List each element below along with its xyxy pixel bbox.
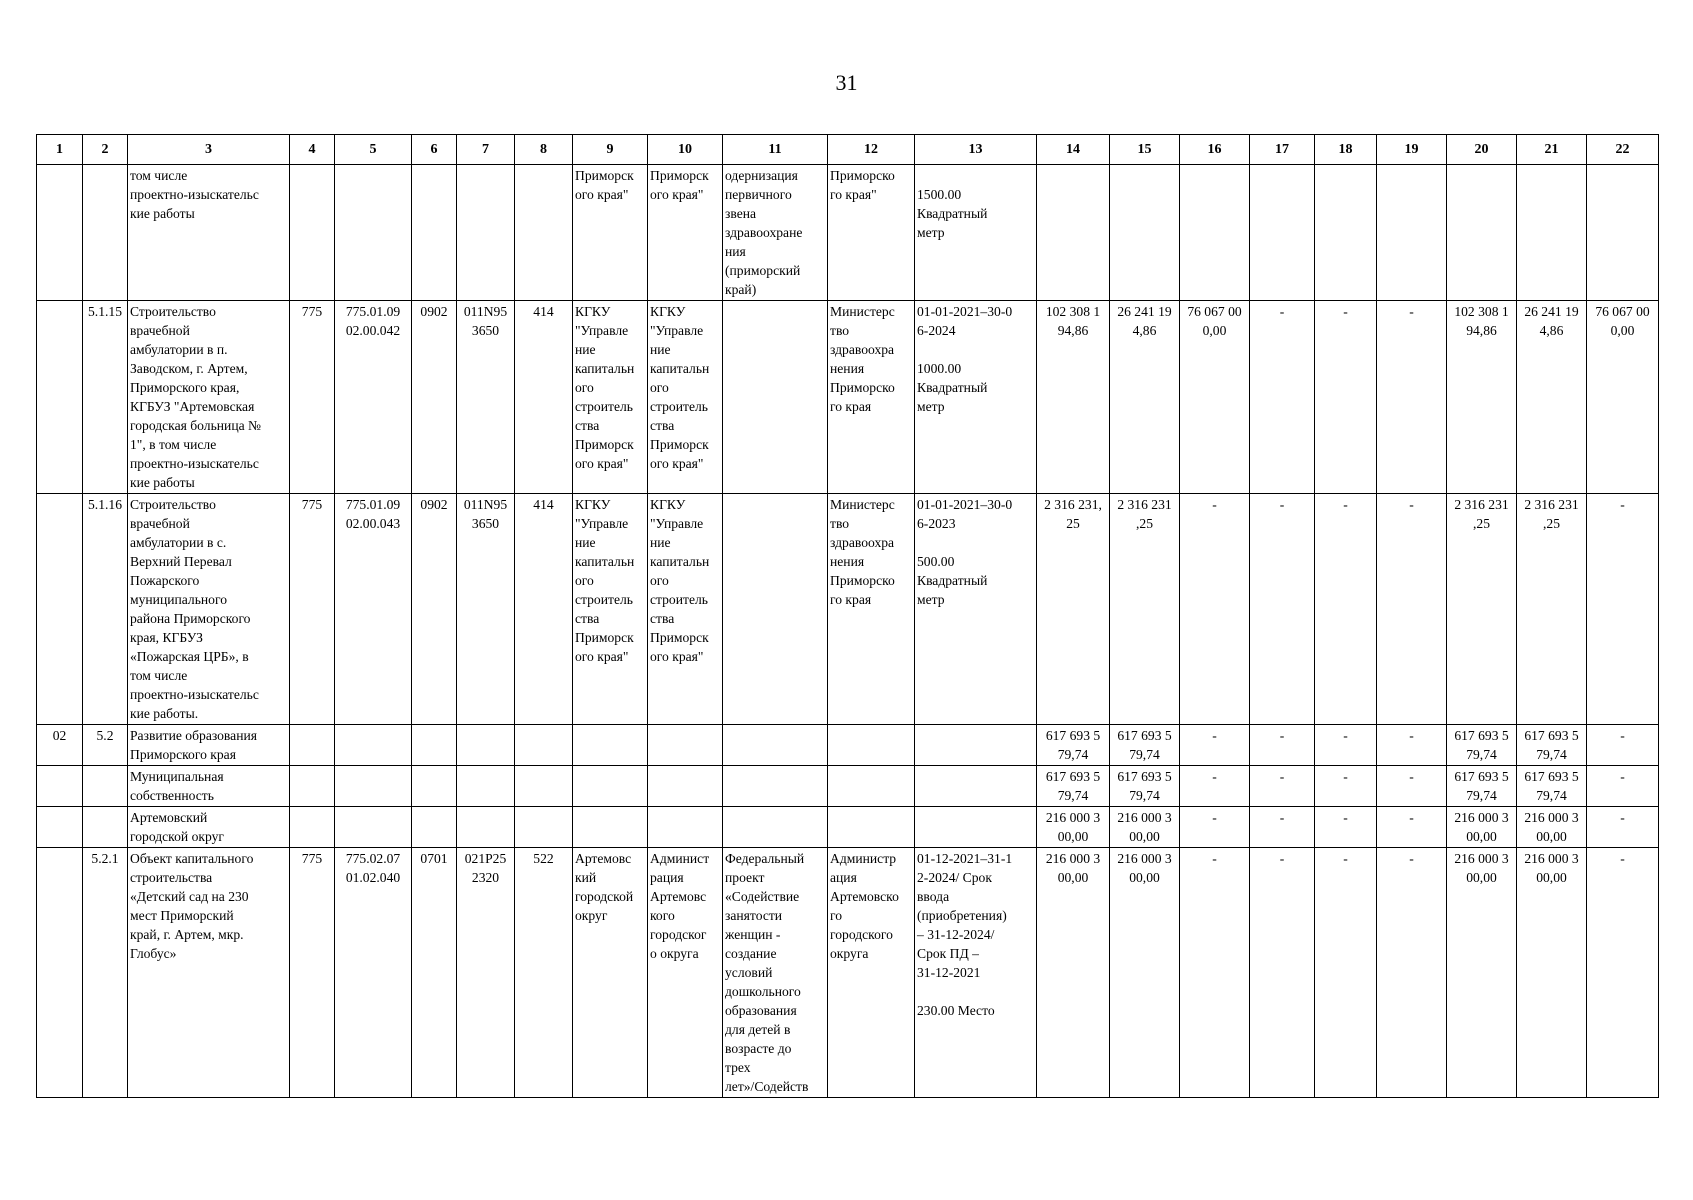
header-cell: 7 — [457, 135, 515, 165]
cell-col-13 — [915, 725, 1037, 766]
cell-col-5: 775.01.09 02.00.042 — [335, 301, 412, 494]
cell-col-14: 102 308 1 94,86 — [1037, 301, 1110, 494]
cell-col-4 — [290, 165, 335, 301]
cell-col-11: Федеральный проект «Содействие занятости женщин - создание условий дошкольного образования для детей в возрасте до трех лет»/Содейств — [723, 848, 828, 1098]
header-cell: 13 — [915, 135, 1037, 165]
cell-col-2: 5.1.16 — [83, 494, 128, 725]
table-row — [37, 848, 1659, 1098]
cell-col-22: - — [1587, 766, 1659, 807]
cell-col-10: Приморск ого края" — [648, 165, 723, 301]
cell-col-7 — [457, 807, 515, 848]
cell-col-11 — [723, 301, 828, 494]
cell-col-11 — [723, 494, 828, 725]
cell-col-7: 021P25 2320 — [457, 848, 515, 1098]
cell-col-17: - — [1250, 725, 1315, 766]
cell-col-1 — [37, 301, 83, 494]
cell-col-12 — [828, 725, 915, 766]
header-cell: 8 — [515, 135, 573, 165]
cell-col-21: 216 000 3 00,00 — [1517, 848, 1587, 1098]
header-cell: 20 — [1447, 135, 1517, 165]
cell-col-7: 011N95 3650 — [457, 301, 515, 494]
cell-col-15: 26 241 19 4,86 — [1110, 301, 1180, 494]
cell-col-12 — [828, 766, 915, 807]
cell-col-20 — [1447, 165, 1517, 301]
cell-col-20: 2 316 231 ,25 — [1447, 494, 1517, 725]
cell-col-2: 5.2 — [83, 725, 128, 766]
page-number: 31 — [835, 70, 858, 95]
cell-col-5 — [335, 725, 412, 766]
cell-col-8: 522 — [515, 848, 573, 1098]
cell-col-6: 0701 — [412, 848, 457, 1098]
cell-col-6 — [412, 725, 457, 766]
cell-col-22: - — [1587, 848, 1659, 1098]
cell-col-18: - — [1315, 766, 1377, 807]
cell-col-21: 617 693 5 79,74 — [1517, 725, 1587, 766]
cell-col-22: - — [1587, 494, 1659, 725]
cell-col-9 — [573, 725, 648, 766]
cell-col-13: 01-12-2021–31-1 2-2024/ Срок ввода (приобретения) – 31-12-2024/ Срок ПД – 31-12-2021 230.00 Место — [915, 848, 1037, 1098]
cell-col-14: 617 693 5 79,74 — [1037, 725, 1110, 766]
cell-col-9: Приморск ого края" — [573, 165, 648, 301]
budget-table — [36, 134, 1659, 1098]
cell-col-9: КГКУ "Управле ние капитальн ого строитель ства Приморск ого края" — [573, 494, 648, 725]
cell-col-20: 617 693 5 79,74 — [1447, 766, 1517, 807]
cell-col-16 — [1180, 165, 1250, 301]
cell-col-8: 414 — [515, 301, 573, 494]
cell-col-17 — [1250, 165, 1315, 301]
cell-col-19: - — [1377, 766, 1447, 807]
cell-col-11 — [723, 766, 828, 807]
cell-col-20: 102 308 1 94,86 — [1447, 301, 1517, 494]
table-row — [37, 165, 1659, 301]
header-cell: 11 — [723, 135, 828, 165]
cell-col-9: Артемовс кий городской округ — [573, 848, 648, 1098]
table-row — [37, 494, 1659, 725]
cell-col-22: 76 067 00 0,00 — [1587, 301, 1659, 494]
cell-col-10: КГКУ "Управле ние капитальн ого строитель ства Приморск ого края" — [648, 301, 723, 494]
cell-col-18: - — [1315, 301, 1377, 494]
cell-col-16: - — [1180, 807, 1250, 848]
cell-col-19: - — [1377, 725, 1447, 766]
cell-col-16: 76 067 00 0,00 — [1180, 301, 1250, 494]
cell-col-15: 216 000 3 00,00 — [1110, 848, 1180, 1098]
cell-col-13: 01-01-2021–30-0 6-2023 500.00 Квадратный метр — [915, 494, 1037, 725]
cell-col-5 — [335, 766, 412, 807]
header-cell: 4 — [290, 135, 335, 165]
cell-col-2: 5.2.1 — [83, 848, 128, 1098]
cell-col-1 — [37, 766, 83, 807]
cell-col-3: Развитие образования Приморского края — [128, 725, 290, 766]
header-cell: 19 — [1377, 135, 1447, 165]
header-cell: 5 — [335, 135, 412, 165]
header-cell: 6 — [412, 135, 457, 165]
cell-col-21: 2 316 231 ,25 — [1517, 494, 1587, 725]
header-cell: 18 — [1315, 135, 1377, 165]
cell-col-19: - — [1377, 494, 1447, 725]
cell-col-19: - — [1377, 848, 1447, 1098]
cell-col-9 — [573, 807, 648, 848]
cell-col-14: 216 000 3 00,00 — [1037, 848, 1110, 1098]
table-row — [37, 301, 1659, 494]
cell-col-21: 216 000 3 00,00 — [1517, 807, 1587, 848]
cell-col-3: том числе проектно-изыскательс кие работы — [128, 165, 290, 301]
table-row — [37, 725, 1659, 766]
header-cell: 2 — [83, 135, 128, 165]
cell-col-4: 775 — [290, 494, 335, 725]
cell-col-1 — [37, 807, 83, 848]
cell-col-14: 2 316 231, 25 — [1037, 494, 1110, 725]
cell-col-4 — [290, 725, 335, 766]
cell-col-15: 617 693 5 79,74 — [1110, 725, 1180, 766]
cell-col-7 — [457, 725, 515, 766]
cell-col-8 — [515, 807, 573, 848]
cell-col-14: 617 693 5 79,74 — [1037, 766, 1110, 807]
cell-col-15: 617 693 5 79,74 — [1110, 766, 1180, 807]
cell-col-19 — [1377, 165, 1447, 301]
cell-col-7: 011N95 3650 — [457, 494, 515, 725]
cell-col-18: - — [1315, 725, 1377, 766]
cell-col-5: 775.01.09 02.00.043 — [335, 494, 412, 725]
cell-col-8 — [515, 725, 573, 766]
header-cell: 21 — [1517, 135, 1587, 165]
cell-col-15: 2 316 231 ,25 — [1110, 494, 1180, 725]
cell-col-21: 617 693 5 79,74 — [1517, 766, 1587, 807]
cell-col-8 — [515, 766, 573, 807]
header-cell: 14 — [1037, 135, 1110, 165]
cell-col-4 — [290, 807, 335, 848]
cell-col-4: 775 — [290, 301, 335, 494]
cell-col-16: - — [1180, 766, 1250, 807]
cell-col-22: - — [1587, 807, 1659, 848]
cell-col-20: 617 693 5 79,74 — [1447, 725, 1517, 766]
cell-col-11 — [723, 725, 828, 766]
table-row — [37, 807, 1659, 848]
cell-col-3: Строительство врачебной амбулатории в п. Заводском, г. Артем, Приморского края, КГБУЗ "Артемовская городская больница № 1", в том числе проектно-изыскательс кие работы — [128, 301, 290, 494]
header-cell: 1 — [37, 135, 83, 165]
cell-col-21 — [1517, 165, 1587, 301]
cell-col-20: 216 000 3 00,00 — [1447, 848, 1517, 1098]
cell-col-17: - — [1250, 494, 1315, 725]
cell-col-10 — [648, 766, 723, 807]
cell-col-9 — [573, 766, 648, 807]
cell-col-22 — [1587, 165, 1659, 301]
cell-col-7 — [457, 165, 515, 301]
cell-col-5 — [335, 165, 412, 301]
cell-col-10 — [648, 725, 723, 766]
cell-col-19: - — [1377, 301, 1447, 494]
cell-col-2 — [83, 766, 128, 807]
cell-col-14: 216 000 3 00,00 — [1037, 807, 1110, 848]
cell-col-12: Приморско го края" — [828, 165, 915, 301]
cell-col-6: 0902 — [412, 494, 457, 725]
cell-col-17: - — [1250, 301, 1315, 494]
cell-col-11: одернизация первичного звена здравоохране ния (приморский край) — [723, 165, 828, 301]
cell-col-3: Объект капитального строительства «Детский сад на 230 мест Приморский край, г. Артем, мкр. Глобус» — [128, 848, 290, 1098]
cell-col-1 — [37, 165, 83, 301]
header-row — [37, 135, 1659, 165]
cell-col-3: Артемовский городской округ — [128, 807, 290, 848]
cell-col-18: - — [1315, 494, 1377, 725]
cell-col-10: КГКУ "Управле ние капитальн ого строитель ства Приморск ого края" — [648, 494, 723, 725]
cell-col-11 — [723, 807, 828, 848]
cell-col-17: - — [1250, 848, 1315, 1098]
cell-col-10 — [648, 807, 723, 848]
cell-col-2 — [83, 165, 128, 301]
header-cell: 3 — [128, 135, 290, 165]
cell-col-6: 0902 — [412, 301, 457, 494]
cell-col-18 — [1315, 165, 1377, 301]
cell-col-16: - — [1180, 725, 1250, 766]
cell-col-9: КГКУ "Управле ние капитальн ого строитель ства Приморск ого края" — [573, 301, 648, 494]
cell-col-6 — [412, 165, 457, 301]
cell-col-1: 02 — [37, 725, 83, 766]
cell-col-22: - — [1587, 725, 1659, 766]
cell-col-18: - — [1315, 807, 1377, 848]
cell-col-12: Министерс тво здравоохра нения Приморско го края — [828, 494, 915, 725]
cell-col-13: 01-01-2021–30-0 6-2024 1000.00 Квадратный метр — [915, 301, 1037, 494]
cell-col-12: Администр ация Артемовско го городского округа — [828, 848, 915, 1098]
cell-col-4 — [290, 766, 335, 807]
cell-col-14 — [1037, 165, 1110, 301]
cell-col-13 — [915, 807, 1037, 848]
cell-col-18: - — [1315, 848, 1377, 1098]
cell-col-13 — [915, 766, 1037, 807]
cell-col-16: - — [1180, 494, 1250, 725]
header-cell: 15 — [1110, 135, 1180, 165]
cell-col-17: - — [1250, 766, 1315, 807]
header-cell: 16 — [1180, 135, 1250, 165]
cell-col-10: Админист рация Артемовс кого городског о округа — [648, 848, 723, 1098]
header-cell: 22 — [1587, 135, 1659, 165]
cell-col-1 — [37, 848, 83, 1098]
cell-col-13: 1500.00 Квадратный метр — [915, 165, 1037, 301]
cell-col-12: Министерс тво здравоохра нения Приморско го края — [828, 301, 915, 494]
cell-col-5 — [335, 807, 412, 848]
header-cell: 17 — [1250, 135, 1315, 165]
cell-col-6 — [412, 766, 457, 807]
header-cell: 12 — [828, 135, 915, 165]
cell-col-2: 5.1.15 — [83, 301, 128, 494]
header-cell: 9 — [573, 135, 648, 165]
cell-col-1 — [37, 494, 83, 725]
cell-col-16: - — [1180, 848, 1250, 1098]
cell-col-2 — [83, 807, 128, 848]
cell-col-15: 216 000 3 00,00 — [1110, 807, 1180, 848]
cell-col-12 — [828, 807, 915, 848]
cell-col-6 — [412, 807, 457, 848]
cell-col-21: 26 241 19 4,86 — [1517, 301, 1587, 494]
header-cell: 10 — [648, 135, 723, 165]
cell-col-3: Муниципальная собственность — [128, 766, 290, 807]
cell-col-4: 775 — [290, 848, 335, 1098]
cell-col-7 — [457, 766, 515, 807]
cell-col-8: 414 — [515, 494, 573, 725]
table-row — [37, 766, 1659, 807]
cell-col-8 — [515, 165, 573, 301]
cell-col-17: - — [1250, 807, 1315, 848]
cell-col-5: 775.02.07 01.02.040 — [335, 848, 412, 1098]
cell-col-19: - — [1377, 807, 1447, 848]
cell-col-20: 216 000 3 00,00 — [1447, 807, 1517, 848]
cell-col-15 — [1110, 165, 1180, 301]
cell-col-3: Строительство врачебной амбулатории в с. Верхний Перевал Пожарского муниципального района Приморского края, КГБУЗ «Пожарская ЦРБ», в том числе проектно-изыскательс кие работы. — [128, 494, 290, 725]
